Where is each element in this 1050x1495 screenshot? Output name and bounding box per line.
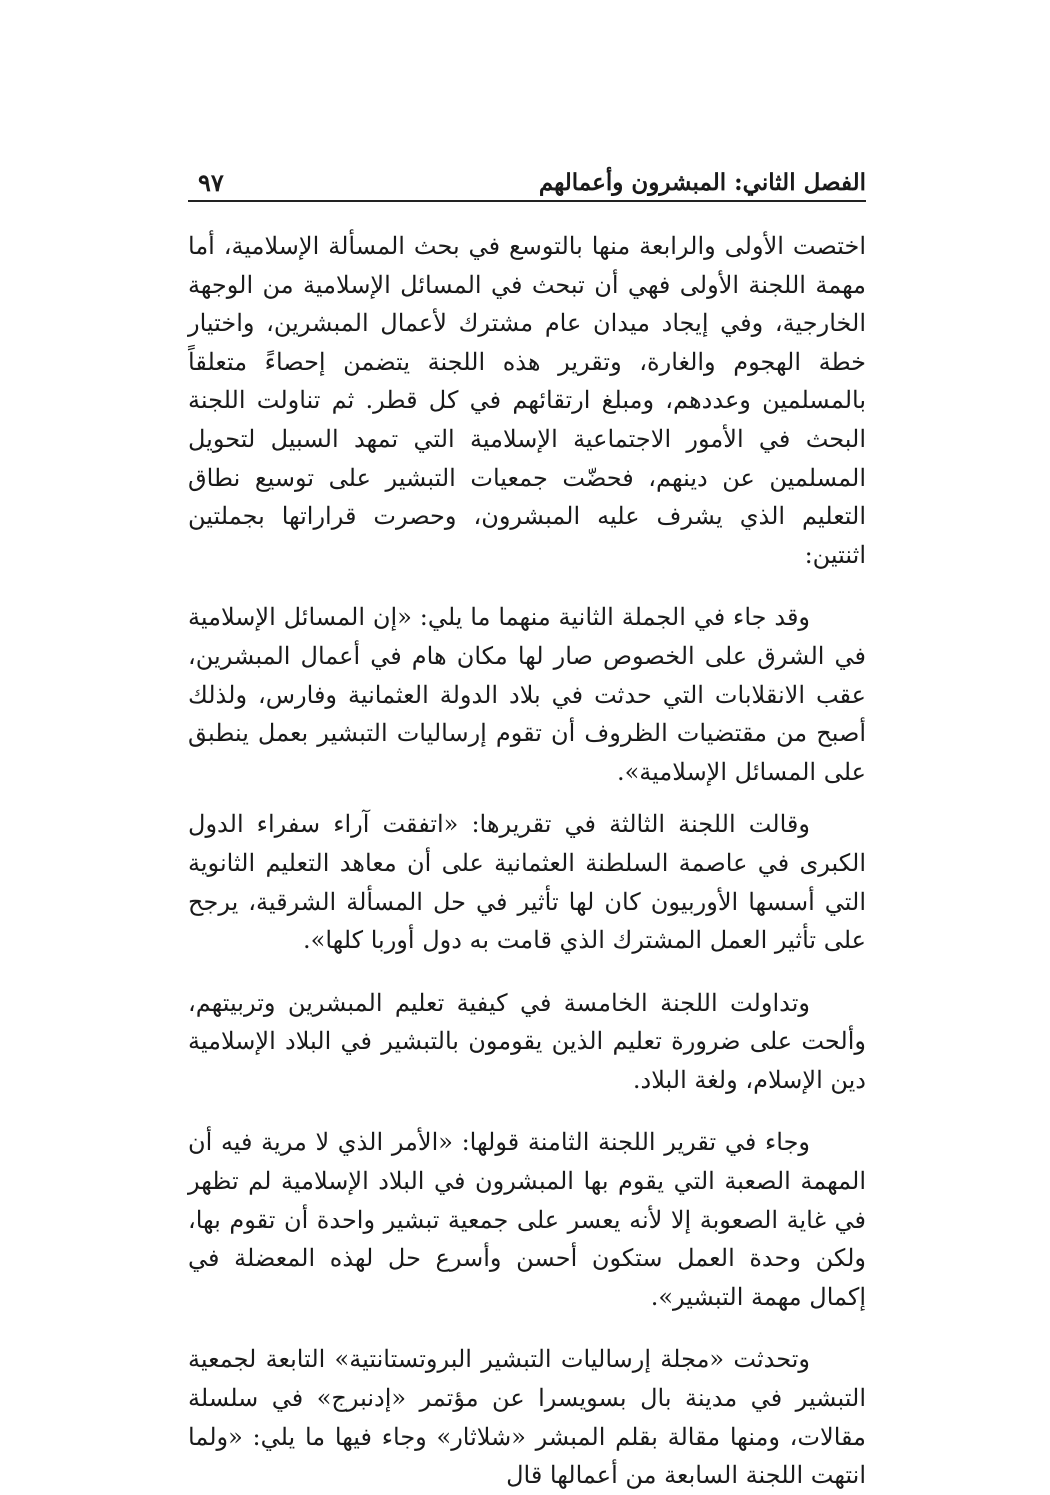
paragraph-4: وتداولت اللجنة الخامسة في كيفية تعليم المبشرين وتربيتهم، وألحت على ضرورة تعليم الذين يقومون بالتبشير في البلاد الإسلامية دين الإسلام، ولغة البلاد. <box>188 988 866 1094</box>
header-divider <box>188 200 866 202</box>
paragraph-6: وتحدثت «مجلة إرساليات التبشير البروتستانتية» التابعة لجمعية التبشير في مدينة بال بسويسرا عن مؤتمر «إدنبرج» في سلسلة مقالات، ومنها مقالة بقلم المبشر «شلاثار» وجاء فيها ما يلي: «ولما انتهت اللجنة السابعة من أعمالها قال <box>188 1345 866 1490</box>
paragraph-2: وقد جاء في الجملة الثانية منهما ما يلي: «إن المسائل الإسلامية في الشرق على الخصوص صار لها مكان هام في أعمال المبشرين، عقب الانقلابات التي حدثت في بلاد الدولة العثمانية وفارس، ولذلك أصبح من مقتضيات الظروف أن تقوم إرساليات التبشير بعمل ينطبق على المسائل الإسلامية». <box>188 603 866 786</box>
paragraph-3: وقالت اللجنة الثالثة في تقريرها: «اتفقت آراء سفراء الدول الكبرى في عاصمة السلطنة العثمانية على أن معاهد التعليم الثانوية التي أسسها الأوربيون كان لها تأثير في حل المسألة الشرقية، يرجح على تأثير العمل المشترك الذي قامت به دول أوربا كلها». <box>188 810 866 955</box>
chapter-title: الفصل الثاني: المبشرون وأعمالهم <box>538 169 866 196</box>
running-header <box>188 166 866 200</box>
page-number: ٩٧ <box>198 168 224 197</box>
paragraph-1: اختصت الأولى والرابعة منها بالتوسع في بحث المسألة الإسلامية، أما مهمة اللجنة الأولى فهي أن تبحث في المسائل الإسلامية من الوجهة الخارجية، وفي إيجاد ميدان عام مشترك لأعمال المبشرين، واختيار خطة الهجوم والغارة، وتقرير هذه اللجنة يتضمن إحصاءً متعلقاً بالمسلمين وعددهم، ومبلغ ارتقائهم في كل قطر. ثم تناولت اللجنة البحث في الأمور الاجتماعية الإسلامية التي تمهد السبيل لتحويل المسلمين عن دينهم، فحضّت جمعيات التبشير على توسيع نطاق التعليم الذي يشرف عليه المبشرون، وحصرت قراراتها بجملتين اثنتين: <box>188 232 866 569</box>
body-text <box>188 227 866 1495</box>
paragraph-5: وجاء في تقرير اللجنة الثامنة قولها: «الأمر الذي لا مرية فيه أن المهمة الصعبة التي يقوم بها المبشرون في البلاد الإسلامية لم تظهر في غاية الصعوبة إلا لأنه يعسر على جمعية تبشير واحدة أن تقوم بها، ولكن وحدة العمل ستكون أحسن وأسرع حل لهذه المعضلة في إكمال مهمة التبشير». <box>188 1128 866 1311</box>
